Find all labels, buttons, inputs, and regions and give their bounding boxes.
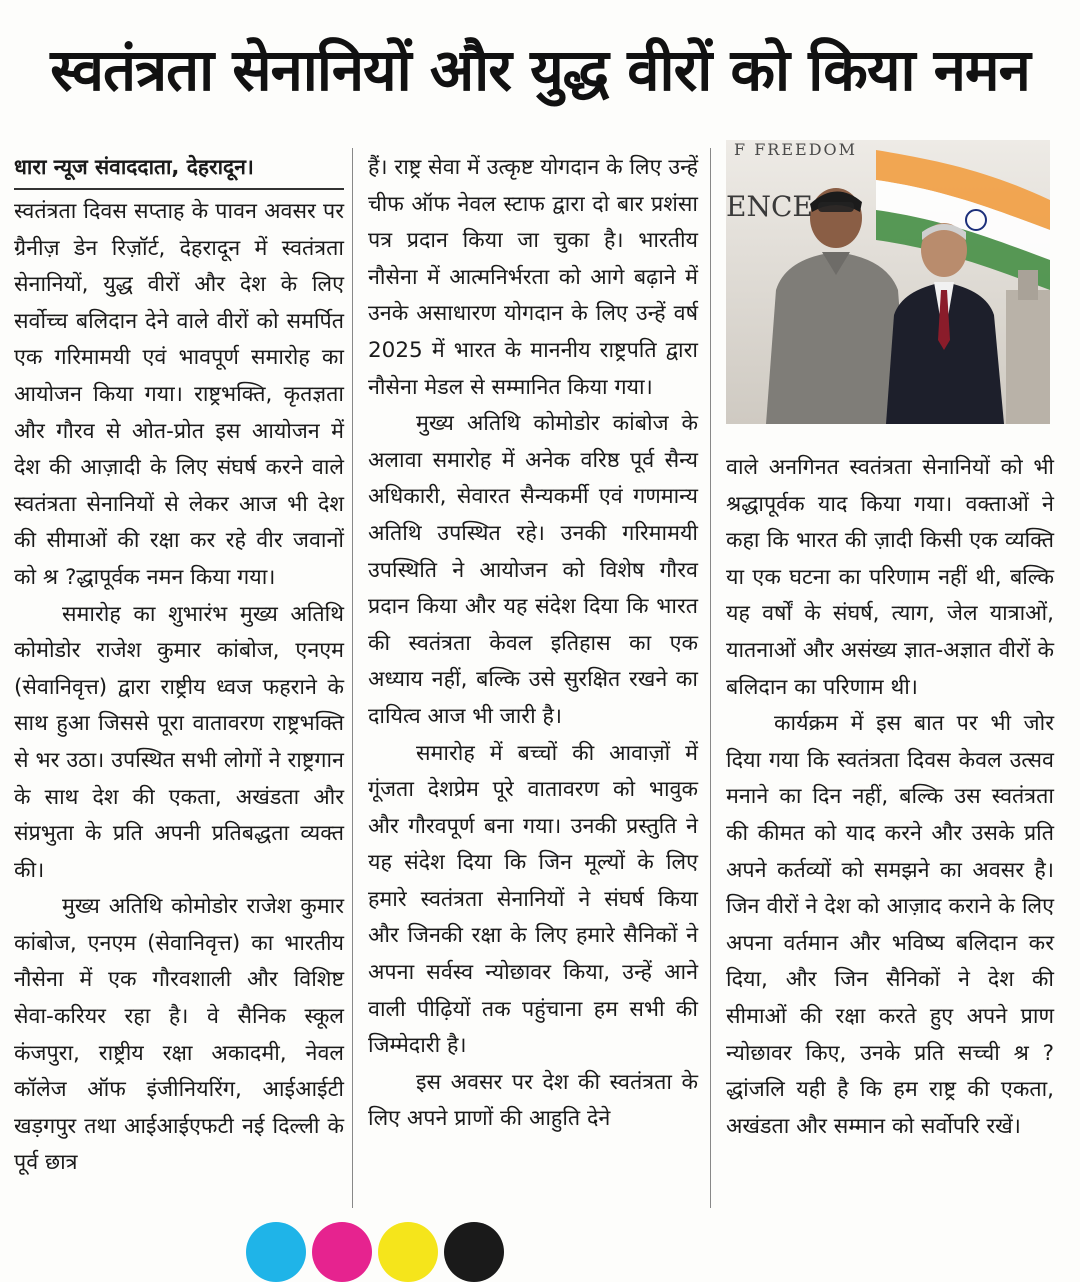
news-photo	[726, 140, 1050, 424]
byline: धारा न्यूज संवाददाता, देहरादून।	[14, 150, 344, 190]
paragraph: समारोह का शुभारंभ मुख्य अतिथि कोमोडोर राजेश कुमार कांबोज, एनएम (सेवानिवृत्त) द्वारा राष्ट्रीय ध्वज फहराने के साथ हुआ जिससे पूरा वातावरण राष्ट्रभक्ति से भर उठा। उपस्थित सभी लोगों ने राष्ट्रगान के साथ देश की एकता, अखंडता और संप्रभुता के प्रति अपनी प्रतिबद्धता व्यक्त की।	[14, 601, 344, 883]
paragraph: मुख्य अतिथि कोमोडोर राजेश कुमार कांबोज, एनएम (सेवानिवृत्त) का भारतीय नौसेना में एक गौरवशाली और विशिष्ट सेवा-करियर रहा है। वे सैनिक स्कूल कंजपुरा, राष्ट्रीय रक्षा अकादमी, नेवल कॉलेज ऑफ इंजीनियरिंग, आईआईटी खड़गपुर तथा आईआईएफटी नई दिल्ली के पूर्व छात्र	[14, 894, 344, 1176]
paragraph: मुख्य अतिथि कोमोडोर कांबोज के अलावा समारोह में अनेक वरिष्ठ पूर्व सैन्य अधिकारी, सेवारत सैन्यकर्मी एवं गणमान्य अतिथि उपस्थित रहे। उनकी गरिमामयी उपस्थिति ने आयोजन को विशेष गौरव प्रदान किया और यह संदेश दिया कि भारत की स्वतंत्रता केवल इतिहास का एक अध्याय नहीं, बल्कि उसे सुरक्षित रखने का दायित्व आज भी जारी है।	[368, 411, 698, 729]
registration-dot-cyan	[246, 1222, 306, 1282]
registration-dot-magenta	[312, 1222, 372, 1282]
registration-dot-yellow	[378, 1222, 438, 1282]
paragraph: स्वतंत्रता दिवस सप्ताह के पावन अवसर पर ग्रैनीज़ डेन रिज़ॉर्ट, देहरादून में स्वतंत्रता सेनानियों, युद्ध वीरों और देश के लिए सर्वोच्च बलिदान देने वाले वीरों को समर्पित एक गरिमामयी एवं भावपूर्ण समारोह का आयोजन किया गया। राष्ट्रभक्ति, कृतज्ञता और गौरव से ओत-प्रोत इस आयोजन में देश की आज़ादी के लिए संघर्ष करने वाले स्वतंत्रता सेनानियों से लेकर आज भी देश की सीमाओं की रक्षा कर रहे वीर जवानों को श्र ?द्धापूर्वक नमन किया गया।	[14, 199, 344, 590]
column-2	[368, 150, 698, 1138]
column-rule-2	[710, 148, 711, 1208]
registration-dot-black	[444, 1222, 504, 1282]
column-1	[14, 150, 344, 1182]
photo-illustration	[726, 140, 1050, 424]
photo-banner-word: ENCE	[726, 190, 813, 223]
paragraph: हैं। राष्ट्र सेवा में उत्कृष्ट योगदान के लिए उन्हें चीफ ऑफ नेवल स्टाफ द्वारा दो बार प्रशंसा पत्र प्रदान किया जा चुका है। भारतीय नौसेना में आत्मनिर्भरता को आगे बढ़ाने में उनके असाधारण योगदान के लिए उन्हें वर्ष 2025 में भारत के माननीय राष्ट्रपति द्वारा नौसेना मेडल से सम्मानित किया गया।	[368, 155, 698, 400]
paragraph: कार्यक्रम में इस बात पर भी जोर दिया गया कि स्वतंत्रता दिवस केवल उत्सव मनाने का दिन नहीं, बल्कि उस स्वतंत्रता की कीमत को याद करने और उसके प्रति अपने कर्तव्यों को समझने का अवसर है। जिन वीरों ने देश को आज़ाद कराने के लिए अपना वर्तमान और भविष्य बलिदान कर दिया, और जिन सैनिकों ने देश की सीमाओं की रक्षा करते हुए अपने प्राण न्योछावर किए, उनके प्रति सच्ची श्र ?द्धांजलि यही है कि हम राष्ट्र की एकता, अखंडता और सम्मान को सर्वोपरि रखें।	[726, 711, 1054, 1139]
photo-banner-text: F FREEDOM	[734, 140, 858, 159]
headline: स्वतंत्रता सेनानियों और युद्ध वीरों को किया नमन	[50, 36, 1030, 104]
paragraph: समारोह में बच्चों की आवाज़ों में गूंजता देशप्रेम पूरे वातावरण को भावुक और गौरवपूर्ण बना गया। उनकी प्रस्तुति ने यह संदेश दिया कि जिन मूल्यों के लिए हमारे स्वतंत्रता सेनानियों ने संघर्ष किया और जिनकी रक्षा के लिए हमारे सैनिकों ने अपना सर्वस्व न्योछावर किया, उन्हें आने वाली पीढ़ियों तक पहुंचाना हम सभी की जिम्मेदारी है।	[368, 740, 698, 1059]
paragraph: वाले अनगिनत स्वतंत्रता सेनानियों को भी श्रद्धापूर्वक याद किया गया। वक्ताओं ने कहा कि भारत की ज़ादी किसी एक व्यक्ति या एक घटना का परिणाम नहीं थी, बल्कि यह वर्षों के संघर्ष, त्याग, जेल यात्राओं, यातनाओं और असंख्य ज्ञात-अज्ञात वीरों के बलिदान का परिणाम थी।	[726, 455, 1054, 700]
column-rule-1	[352, 148, 353, 1208]
paragraph: इस अवसर पर देश की स्वतंत्रता के लिए अपने प्राणों की आहुति देने	[368, 1069, 698, 1132]
column-3	[726, 450, 1054, 1145]
